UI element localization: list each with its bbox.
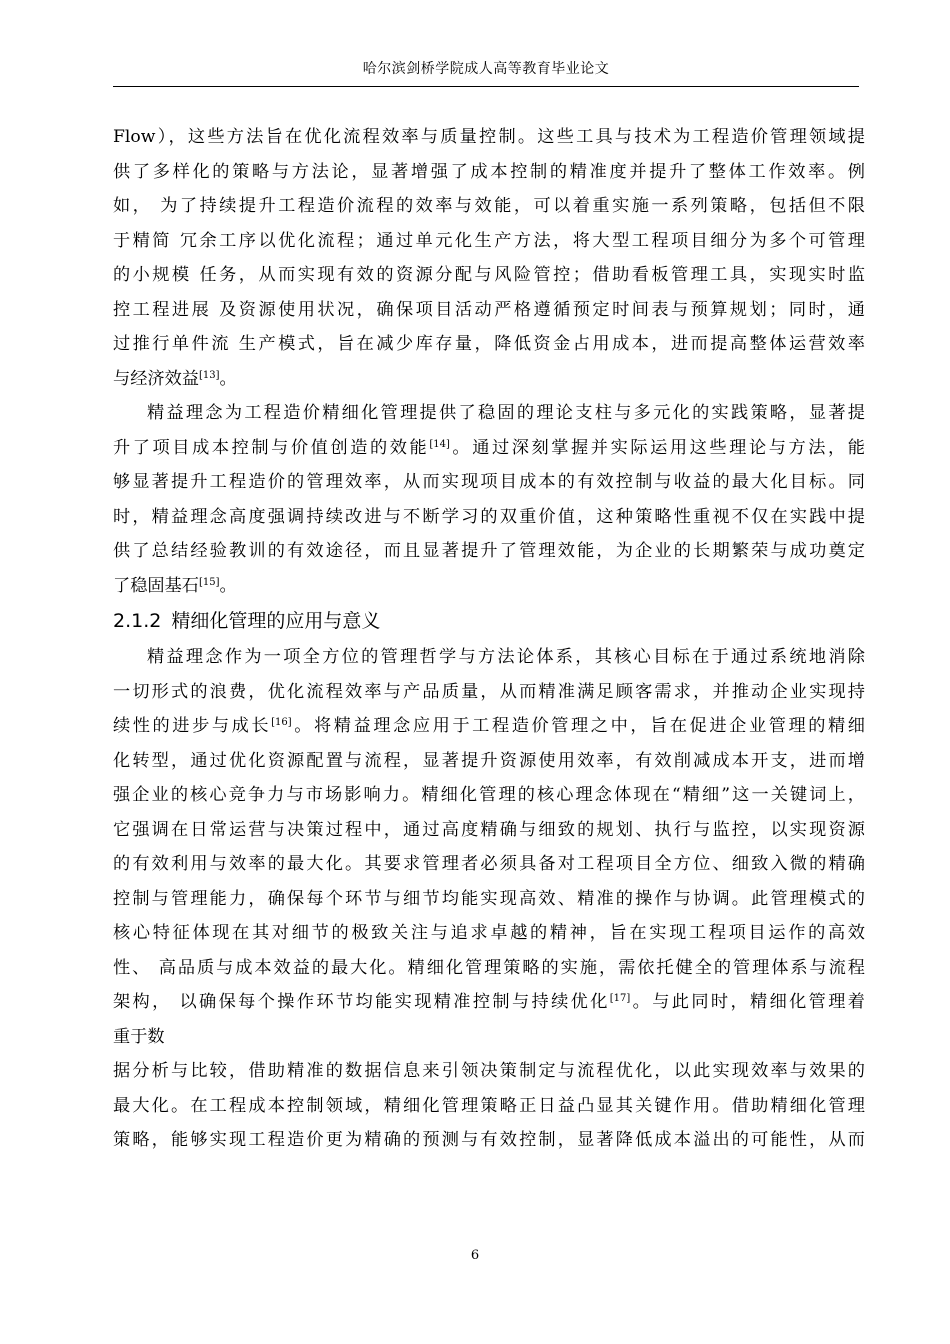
body-line: 续性的进步与成长[16]。将精益理念应用于工程造价管理之中，旨在促进企业管理的精细 [113, 716, 865, 736]
body-line: 于精简 冗余工序以优化流程；通过单元化生产方法，将大型工程项目细分为多个可管理 [113, 230, 865, 251]
body-line: 供了多样化的策略与方法论，显著增强了成本控制的精准度并提升了整体工作效率。例 [113, 161, 865, 182]
body-line: 据分析与比较，借助精准的数据信息来引领决策制定与流程优化，以此实现效率与效果的 [113, 1061, 865, 1081]
body-line: 精益理念为工程造价精细化管理提供了稳固的理论支柱与多元化的实践策略，显著提 [147, 403, 865, 423]
body-line: 与经济效益[13]。 [113, 368, 237, 389]
citation-ref: [16] [271, 717, 292, 728]
body-line: 的小规模 任务，从而实现有效的资源分配与风险管控；借助看板管理工具，实现实时监 [113, 265, 865, 285]
body-line: 如， 为了持续提升工程造价流程的效率与效能，可以着重实施一系列策略，包括但不限 [113, 196, 865, 216]
body-line: 精益理念作为一项全方位的管理哲学与方法论体系，其核心目标在于通过系统地消除 [147, 647, 865, 667]
citation-ref: [15] [198, 576, 220, 588]
body-line: 一切形式的浪费，优化流程效率与产品质量，从而精准满足顾客需求，并推动企业实现持 [113, 681, 865, 702]
body-line: 策略，能够实现工程造价更为精确的预测与有效控制，显著降低成本溢出的可能性，从而 [113, 1130, 865, 1150]
body-line: 最大化。在工程成本控制领域，精细化管理策略正日益凸显其关键作用。借助精细化管理 [113, 1095, 865, 1116]
body-line: 时，精益理念高度强调持续改进与不断学习的双重价值，这种策略性重视不仅在实践中提 [113, 506, 865, 527]
body-line: 架构， 以确保每个操作环节均能实现精准控制与持续优化[17]。与此同时，精细化管理着 [113, 992, 865, 1012]
document-body [113, 120, 865, 1158]
body-line: 过推行单件流 生产模式，旨在减少库存量，降低资金占用成本，进而提高整体运营效率 [113, 334, 865, 354]
body-line: Flow），这些方法旨在优化流程效率与质量控制。这些工具与技术为工程造价管理领域提 [113, 127, 865, 147]
section-heading [113, 604, 865, 638]
citation-ref: [13] [198, 369, 220, 381]
citation-ref: [17] [609, 993, 631, 1004]
body-line: 控制与管理能力，确保每个环节与细节均能实现高效、精准的操作与协调。此管理模式的 [113, 888, 865, 909]
body-line: 了稳固基石[15]。 [113, 575, 237, 596]
body-line: 控工程进展 及资源使用状况，确保项目活动严格遵循预定时间表与预算规划；同时，通 [113, 299, 865, 320]
body-line: 核心特征体现在其对细节的极致关注与追求卓越的精神，旨在实现工程项目运作的高效 [113, 923, 865, 943]
body-line: 化转型，通过优化资源配置与流程，显著提升资源使用效率，有效削减成本开支，进而增 [113, 750, 865, 771]
section-title: 精细化管理的应用与意义 [171, 610, 381, 632]
body-line: 强企业的核心竞争力与市场影响力。精细化管理的核心理念体现在“精细”这一关键词上， [113, 785, 865, 805]
body-line: 供了总结经验教训的有效途径，而且显著提升了管理效能，为企业的长期繁荣与成功奠定 [113, 541, 865, 561]
body-line: 它强调在日常运营与决策过程中，通过高度精确与细致的规划、执行与监控，以实现资源 [113, 819, 865, 840]
header-rule [113, 86, 859, 87]
page-number: 6 [470, 1248, 480, 1263]
running-header: 哈尔滨剑桥学院成人高等教育毕业论文 [362, 61, 610, 77]
section-number: 2.1.2 [113, 610, 162, 632]
body-line: 的有效利用与效率的最大化。其要求管理者必须具备对工程项目全方位、细致入微的精确 [113, 854, 865, 874]
body-line: 够显著提升工程造价的管理效率，从而实现项目成本的有效控制与收益的最大化目标。同 [113, 472, 865, 492]
body-line: 性、 高品质与成本效益的最大化。精细化管理策略的实施，需依托健全的管理体系与流程 [113, 957, 865, 978]
citation-ref: [14] [429, 438, 450, 450]
body-line: 升了项目成本控制与价值创造的效能[14]。通过深刻掌握并实际运用这些理论与方法，能 [113, 437, 865, 458]
body-line: 重于数 [113, 1026, 165, 1047]
